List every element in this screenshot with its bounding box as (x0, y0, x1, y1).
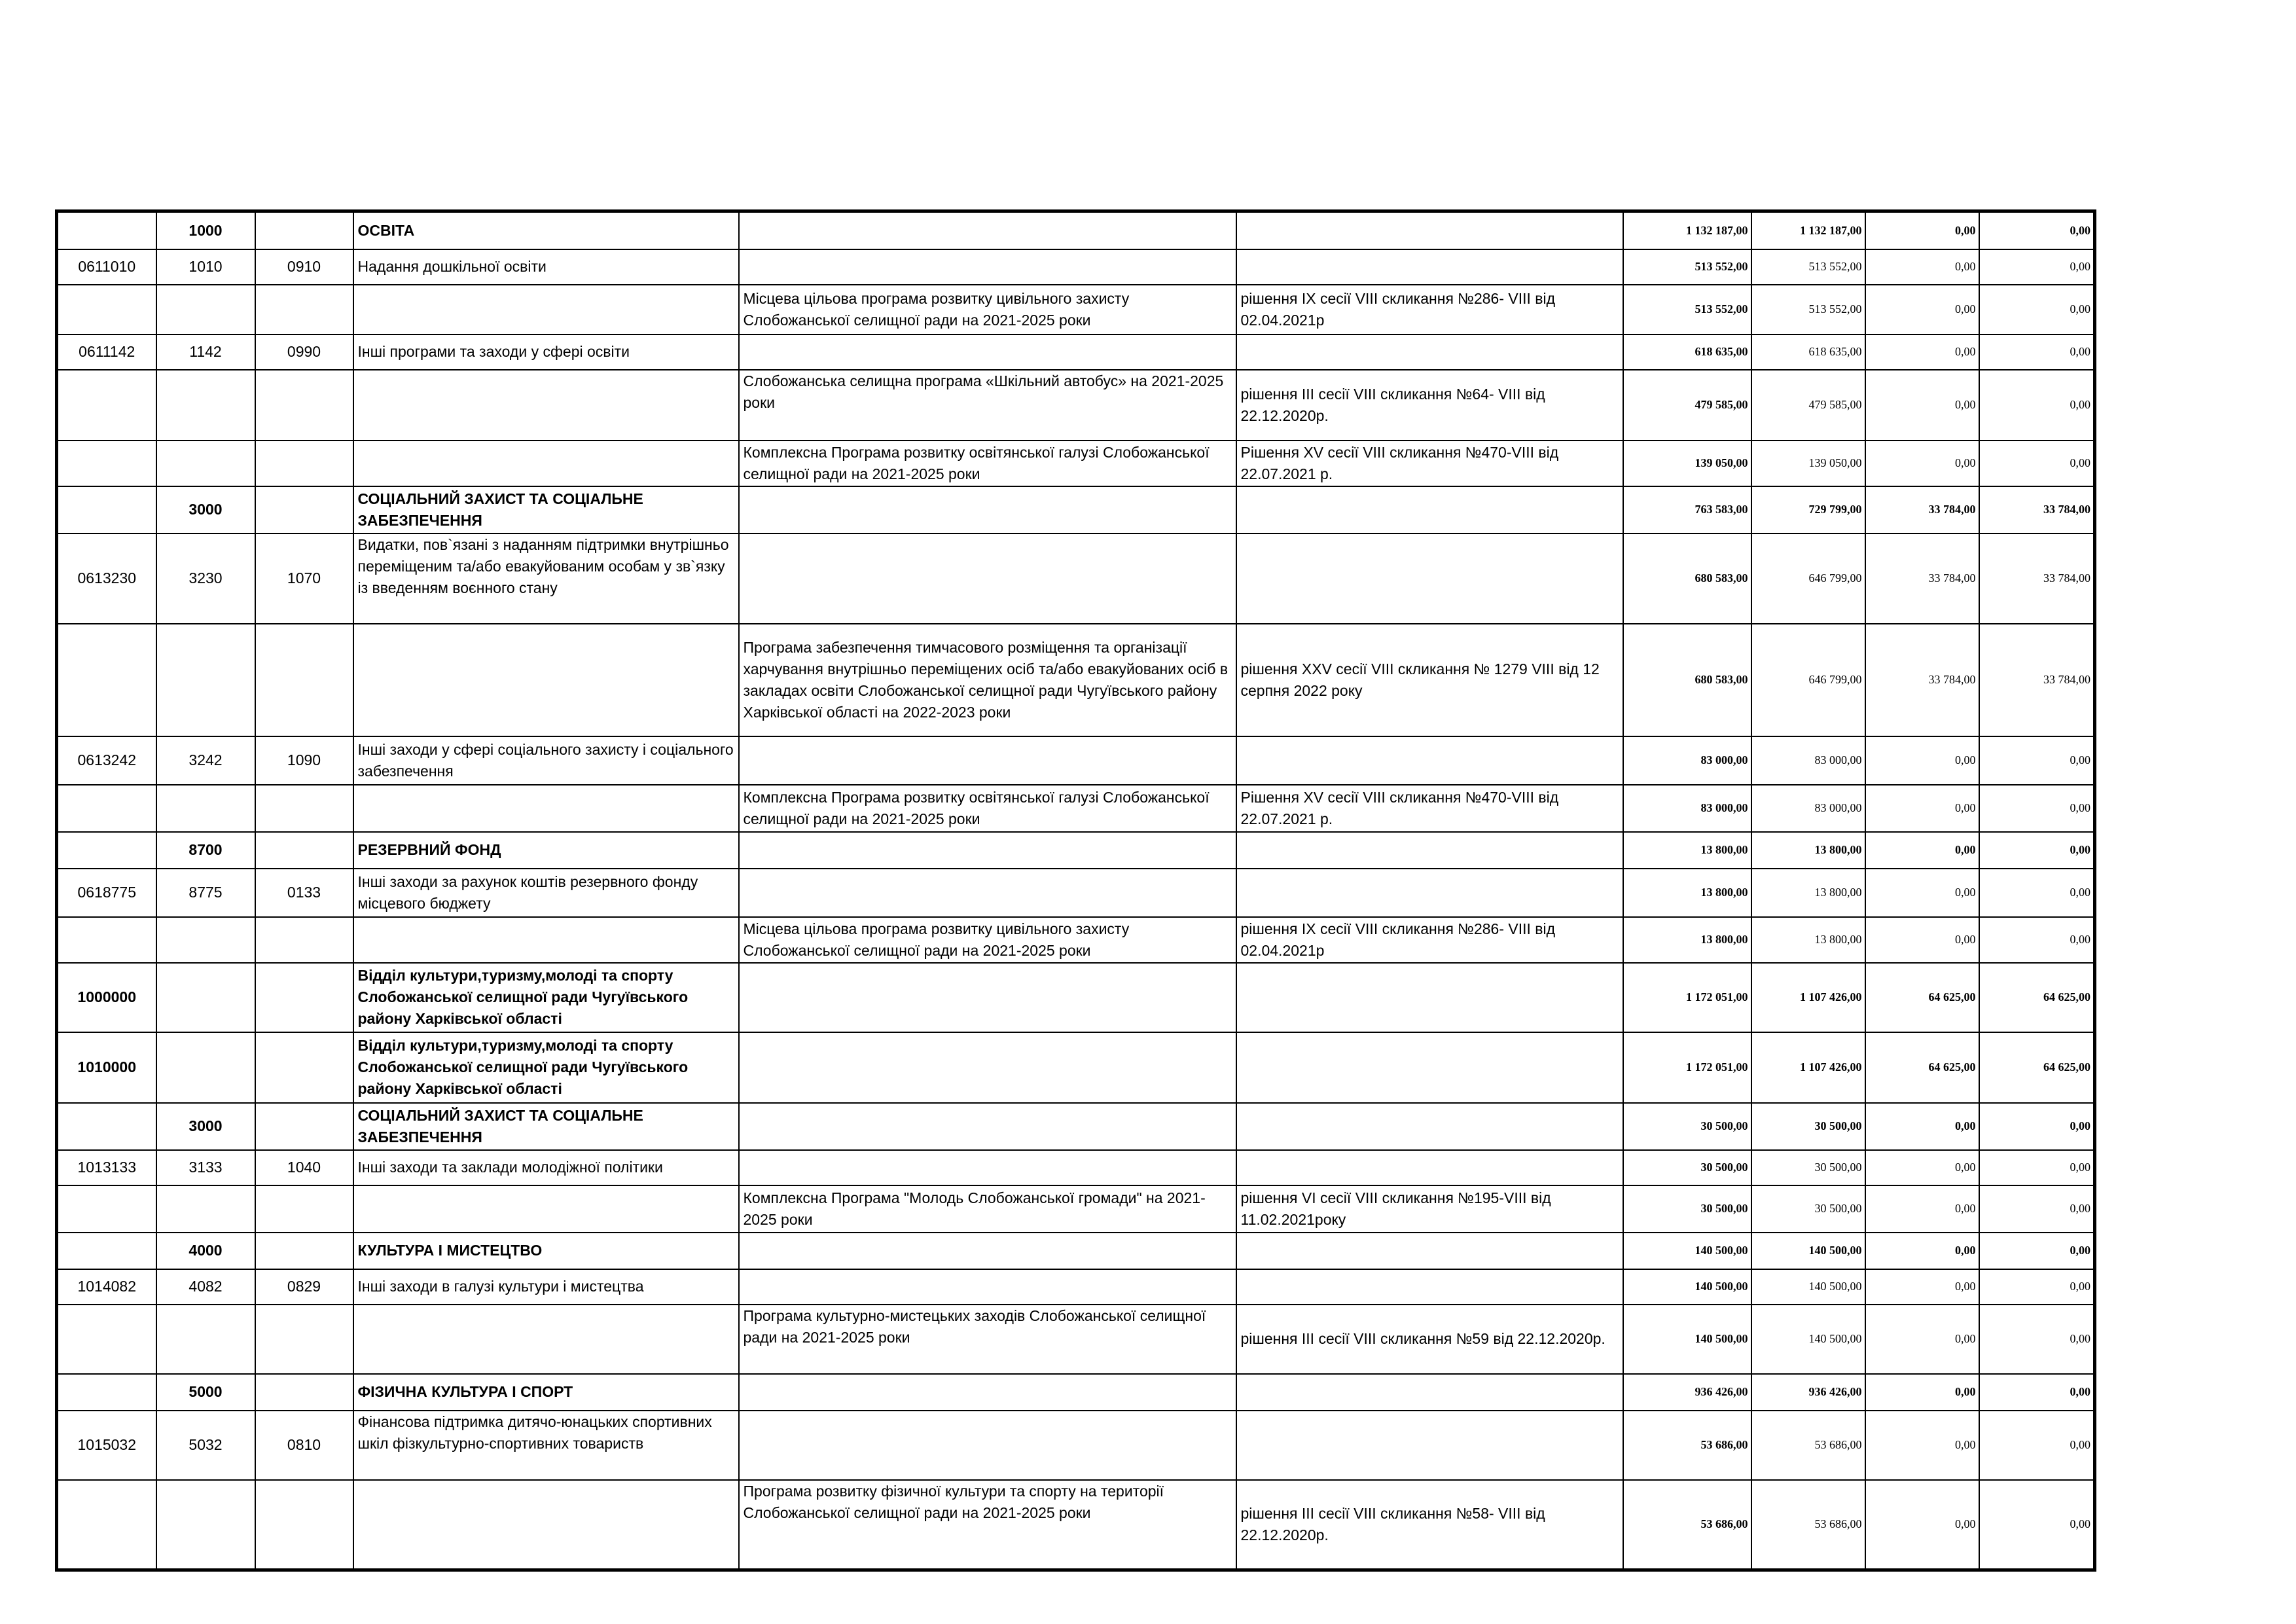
local-program-cell (739, 334, 1236, 370)
local-program-cell: Місцева цільова програма розвитку цивільного захисту Слобожанської селищної ради на 2021-2025 роки (739, 285, 1236, 334)
special-fund-cell: 64 625,00 (1865, 963, 1979, 1032)
function-code-cell (255, 785, 353, 832)
general-fund-cell: 139 050,00 (1751, 441, 1865, 486)
special-fund-cell: 0,00 (1865, 1411, 1979, 1480)
local-program-cell: Комплексна Програма розвитку освітянської галузі Слобожанської селищної ради на 2021-2025 роки (739, 785, 1236, 832)
program-name-cell: РЕЗЕРВНИЙ ФОНД (353, 832, 739, 869)
special-fund-cell: 0,00 (1865, 249, 1979, 285)
kfk-code-cell (156, 1480, 255, 1570)
decision-cell (1236, 486, 1623, 533)
table-row (57, 249, 2095, 285)
total-amount-cell: 83 000,00 (1623, 736, 1751, 785)
total-amount-cell: 763 583,00 (1623, 486, 1751, 533)
local-program-cell: Комплексна Програма "Молодь Слобожанської громади" на 2021-2025 роки (739, 1185, 1236, 1233)
decision-cell (1236, 334, 1623, 370)
program-code-cell (57, 370, 156, 441)
general-fund-cell: 1 107 426,00 (1751, 963, 1865, 1032)
general-fund-cell: 83 000,00 (1751, 736, 1865, 785)
function-code-cell: 0133 (255, 869, 353, 917)
kfk-code-cell: 3133 (156, 1150, 255, 1185)
program-name-cell: КУЛЬТУРА І МИСТЕЦТВО (353, 1233, 739, 1269)
general-fund-cell: 13 800,00 (1751, 832, 1865, 869)
development-budget-cell: 33 784,00 (1979, 486, 2095, 533)
decision-cell (1236, 1032, 1623, 1103)
kfk-code-cell (156, 1305, 255, 1374)
program-code-cell: 0613230 (57, 533, 156, 624)
general-fund-cell: 936 426,00 (1751, 1374, 1865, 1411)
program-name-cell: Відділ культури,туризму,молоді та спорту Слобожанської селищної ради Чугуївського району Харківської області (353, 963, 739, 1032)
special-fund-cell: 0,00 (1865, 285, 1979, 334)
general-fund-cell: 1 107 426,00 (1751, 1032, 1865, 1103)
total-amount-cell: 936 426,00 (1623, 1374, 1751, 1411)
program-code-cell (57, 285, 156, 334)
development-budget-cell: 0,00 (1979, 1480, 2095, 1570)
development-budget-cell: 0,00 (1979, 1374, 2095, 1411)
kfk-code-cell: 8700 (156, 832, 255, 869)
decision-cell (1236, 1103, 1623, 1150)
table-row (57, 1150, 2095, 1185)
program-code-cell: 0611010 (57, 249, 156, 285)
development-budget-cell: 0,00 (1979, 917, 2095, 963)
special-fund-cell: 0,00 (1865, 1185, 1979, 1233)
total-amount-cell: 1 172 051,00 (1623, 963, 1751, 1032)
total-amount-cell: 139 050,00 (1623, 441, 1751, 486)
program-name-cell: Інші програми та заходи у сфері освіти (353, 334, 739, 370)
total-amount-cell: 1 132 187,00 (1623, 211, 1751, 249)
table-row (57, 334, 2095, 370)
program-code-cell (57, 1103, 156, 1150)
kfk-code-cell (156, 963, 255, 1032)
program-name-cell (353, 1480, 739, 1570)
special-fund-cell: 33 784,00 (1865, 533, 1979, 624)
table-row (57, 1032, 2095, 1103)
total-amount-cell: 513 552,00 (1623, 285, 1751, 334)
decision-cell (1236, 736, 1623, 785)
local-program-cell: Програма розвитку фізичної культури та спорту на території Слобожанської селищної ради на 2021-2025 роки (739, 1480, 1236, 1570)
special-fund-cell: 0,00 (1865, 785, 1979, 832)
kfk-code-cell: 5032 (156, 1411, 255, 1480)
local-program-cell (739, 1374, 1236, 1411)
function-code-cell: 1070 (255, 533, 353, 624)
decision-cell: рішення III сесії VIII скликання №59 від 22.12.2020р. (1236, 1305, 1623, 1374)
decision-cell (1236, 211, 1623, 249)
program-name-cell (353, 370, 739, 441)
function-code-cell: 0829 (255, 1269, 353, 1305)
program-name-cell: Інші заходи у сфері соціального захисту і соціального забезпечення (353, 736, 739, 785)
kfk-code-cell (156, 785, 255, 832)
development-budget-cell: 64 625,00 (1979, 1032, 2095, 1103)
function-code-cell (255, 917, 353, 963)
kfk-code-cell: 3000 (156, 486, 255, 533)
function-code-cell (255, 963, 353, 1032)
program-name-cell: ФІЗИЧНА КУЛЬТУРА І СПОРТ (353, 1374, 739, 1411)
decision-cell: рішення III сесії VIII скликання №58- VIII від 22.12.2020р. (1236, 1480, 1623, 1570)
special-fund-cell: 33 784,00 (1865, 624, 1979, 736)
development-budget-cell: 0,00 (1979, 785, 2095, 832)
development-budget-cell: 33 784,00 (1979, 624, 2095, 736)
program-name-cell: СОЦІАЛЬНИЙ ЗАХИСТ ТА СОЦІАЛЬНЕ ЗАБЕЗПЕЧЕННЯ (353, 486, 739, 533)
program-code-cell (57, 785, 156, 832)
program-code-cell (57, 624, 156, 736)
development-budget-cell: 0,00 (1979, 1150, 2095, 1185)
decision-cell: рішення IX сесії VIII скликання №286- VIII від 02.04.2021р (1236, 285, 1623, 334)
special-fund-cell: 0,00 (1865, 736, 1979, 785)
table-row (57, 1305, 2095, 1374)
decision-cell: Рішення XV сесії VIII скликання №470-VIII від 22.07.2021 р. (1236, 441, 1623, 486)
total-amount-cell: 1 172 051,00 (1623, 1032, 1751, 1103)
kfk-code-cell: 3230 (156, 533, 255, 624)
decision-cell (1236, 1269, 1623, 1305)
program-name-cell: Інші заходи в галузі культури і мистецтва (353, 1269, 739, 1305)
total-amount-cell: 140 500,00 (1623, 1305, 1751, 1374)
special-fund-cell: 0,00 (1865, 441, 1979, 486)
kfk-code-cell: 4000 (156, 1233, 255, 1269)
kfk-code-cell: 5000 (156, 1374, 255, 1411)
kfk-code-cell: 3000 (156, 1103, 255, 1150)
local-program-cell (739, 869, 1236, 917)
table-row (57, 917, 2095, 963)
table-row (57, 1185, 2095, 1233)
function-code-cell (255, 1032, 353, 1103)
local-program-cell (739, 963, 1236, 1032)
kfk-code-cell (156, 441, 255, 486)
local-program-cell: Програма забезпечення тимчасового розміщення та організації харчування внутрішньо переміщених осіб та/або евакуйованих осіб в закладах освіти Слобожанської селищної ради Чугуївського району Харківської області на 2022-2023 роки (739, 624, 1236, 736)
function-code-cell (255, 370, 353, 441)
local-program-cell (739, 249, 1236, 285)
local-program-cell (739, 832, 1236, 869)
program-name-cell (353, 917, 739, 963)
program-code-cell: 1013133 (57, 1150, 156, 1185)
special-fund-cell: 0,00 (1865, 370, 1979, 441)
function-code-cell (255, 624, 353, 736)
general-fund-cell: 729 799,00 (1751, 486, 1865, 533)
program-name-cell: Інші заходи та заклади молодіжної політики (353, 1150, 739, 1185)
table-row (57, 736, 2095, 785)
development-budget-cell: 0,00 (1979, 1269, 2095, 1305)
special-fund-cell: 0,00 (1865, 1374, 1979, 1411)
table-row (57, 832, 2095, 869)
general-fund-cell: 30 500,00 (1751, 1150, 1865, 1185)
function-code-cell (255, 1374, 353, 1411)
kfk-code-cell (156, 917, 255, 963)
decision-cell (1236, 1233, 1623, 1269)
function-code-cell: 1090 (255, 736, 353, 785)
local-program-cell (739, 1411, 1236, 1480)
development-budget-cell: 64 625,00 (1979, 963, 2095, 1032)
general-fund-cell: 53 686,00 (1751, 1480, 1865, 1570)
general-fund-cell: 30 500,00 (1751, 1185, 1865, 1233)
general-fund-cell: 140 500,00 (1751, 1233, 1865, 1269)
general-fund-cell: 646 799,00 (1751, 624, 1865, 736)
total-amount-cell: 479 585,00 (1623, 370, 1751, 441)
total-amount-cell: 83 000,00 (1623, 785, 1751, 832)
budget-program-table (55, 209, 2096, 1572)
total-amount-cell: 30 500,00 (1623, 1185, 1751, 1233)
total-amount-cell: 680 583,00 (1623, 533, 1751, 624)
special-fund-cell: 0,00 (1865, 1305, 1979, 1374)
program-code-cell: 0613242 (57, 736, 156, 785)
table-row (57, 486, 2095, 533)
development-budget-cell: 0,00 (1979, 370, 2095, 441)
table-row (57, 1374, 2095, 1411)
general-fund-cell: 1 132 187,00 (1751, 211, 1865, 249)
total-amount-cell: 13 800,00 (1623, 832, 1751, 869)
program-code-cell: 1015032 (57, 1411, 156, 1480)
special-fund-cell: 0,00 (1865, 869, 1979, 917)
local-program-cell (739, 1233, 1236, 1269)
program-name-cell: Видатки, пов`язані з наданням підтримки внутрішньо переміщеним та/або евакуйованим особам у зв`язку із введенням воєнного стану (353, 533, 739, 624)
program-name-cell: Інші заходи за рахунок коштів резервного фонду місцевого бюджету (353, 869, 739, 917)
decision-cell: рішення III сесії VIII скликання №64- VIII від 22.12.2020р. (1236, 370, 1623, 441)
program-name-cell (353, 785, 739, 832)
table-row (57, 785, 2095, 832)
function-code-cell (255, 441, 353, 486)
program-code-cell (57, 486, 156, 533)
total-amount-cell: 30 500,00 (1623, 1150, 1751, 1185)
general-fund-cell: 13 800,00 (1751, 917, 1865, 963)
general-fund-cell: 513 552,00 (1751, 249, 1865, 285)
general-fund-cell: 83 000,00 (1751, 785, 1865, 832)
total-amount-cell: 513 552,00 (1623, 249, 1751, 285)
general-fund-cell: 618 635,00 (1751, 334, 1865, 370)
local-program-cell: Програма культурно-мистецьких заходів Слобожанської селищної ради на 2021-2025 роки (739, 1305, 1236, 1374)
program-name-cell: Надання дошкільної освіти (353, 249, 739, 285)
total-amount-cell: 140 500,00 (1623, 1269, 1751, 1305)
total-amount-cell: 618 635,00 (1623, 334, 1751, 370)
kfk-code-cell (156, 1185, 255, 1233)
special-fund-cell: 0,00 (1865, 832, 1979, 869)
kfk-code-cell: 8775 (156, 869, 255, 917)
table-row (57, 441, 2095, 486)
general-fund-cell: 479 585,00 (1751, 370, 1865, 441)
decision-cell (1236, 1150, 1623, 1185)
table-row (57, 624, 2095, 736)
program-code-cell (57, 1305, 156, 1374)
kfk-code-cell: 4082 (156, 1269, 255, 1305)
decision-cell (1236, 869, 1623, 917)
table-row (57, 1103, 2095, 1150)
development-budget-cell: 0,00 (1979, 832, 2095, 869)
decision-cell: рішення IX сесії VIII скликання №286- VIII від 02.04.2021р (1236, 917, 1623, 963)
program-code-cell (57, 1233, 156, 1269)
development-budget-cell: 0,00 (1979, 736, 2095, 785)
special-fund-cell: 0,00 (1865, 1233, 1979, 1269)
table-row (57, 370, 2095, 441)
total-amount-cell: 680 583,00 (1623, 624, 1751, 736)
function-code-cell: 0990 (255, 334, 353, 370)
special-fund-cell: 33 784,00 (1865, 486, 1979, 533)
function-code-cell (255, 832, 353, 869)
local-program-cell (739, 1150, 1236, 1185)
special-fund-cell: 0,00 (1865, 1269, 1979, 1305)
table-row (57, 533, 2095, 624)
decision-cell (1236, 832, 1623, 869)
program-code-cell (57, 917, 156, 963)
function-code-cell: 1040 (255, 1150, 353, 1185)
total-amount-cell: 30 500,00 (1623, 1103, 1751, 1150)
special-fund-cell: 0,00 (1865, 1480, 1979, 1570)
function-code-cell (255, 1103, 353, 1150)
program-code-cell: 0611142 (57, 334, 156, 370)
development-budget-cell: 0,00 (1979, 285, 2095, 334)
program-code-cell (57, 832, 156, 869)
table-row (57, 1411, 2095, 1480)
program-name-cell (353, 624, 739, 736)
special-fund-cell: 0,00 (1865, 334, 1979, 370)
total-amount-cell: 140 500,00 (1623, 1233, 1751, 1269)
program-name-cell: СОЦІАЛЬНИЙ ЗАХИСТ ТА СОЦІАЛЬНЕ ЗАБЕЗПЕЧЕННЯ (353, 1103, 739, 1150)
program-name-cell (353, 1305, 739, 1374)
local-program-cell (739, 486, 1236, 533)
special-fund-cell: 0,00 (1865, 1150, 1979, 1185)
development-budget-cell: 0,00 (1979, 249, 2095, 285)
kfk-code-cell: 1142 (156, 334, 255, 370)
kfk-code-cell (156, 624, 255, 736)
program-code-cell: 1000000 (57, 963, 156, 1032)
program-name-cell (353, 285, 739, 334)
program-code-cell: 0618775 (57, 869, 156, 917)
function-code-cell: 0810 (255, 1411, 353, 1480)
function-code-cell (255, 1233, 353, 1269)
local-program-cell (739, 736, 1236, 785)
general-fund-cell: 646 799,00 (1751, 533, 1865, 624)
decision-cell: рішення VI сесії VIII скликання №195-VIII від 11.02.2021року (1236, 1185, 1623, 1233)
development-budget-cell: 0,00 (1979, 1233, 2095, 1269)
kfk-code-cell: 1000 (156, 211, 255, 249)
function-code-cell: 0910 (255, 249, 353, 285)
decision-cell (1236, 963, 1623, 1032)
function-code-cell (255, 1305, 353, 1374)
table-row (57, 285, 2095, 334)
decision-cell (1236, 533, 1623, 624)
kfk-code-cell: 3242 (156, 736, 255, 785)
development-budget-cell: 33 784,00 (1979, 533, 2095, 624)
local-program-cell (739, 1032, 1236, 1103)
local-program-cell (739, 533, 1236, 624)
total-amount-cell: 53 686,00 (1623, 1411, 1751, 1480)
special-fund-cell: 0,00 (1865, 211, 1979, 249)
total-amount-cell: 13 800,00 (1623, 869, 1751, 917)
total-amount-cell: 53 686,00 (1623, 1480, 1751, 1570)
kfk-code-cell: 1010 (156, 249, 255, 285)
table-row (57, 211, 2095, 249)
program-code-cell (57, 211, 156, 249)
table-row (57, 963, 2095, 1032)
decision-cell (1236, 1374, 1623, 1411)
local-program-cell (739, 1269, 1236, 1305)
general-fund-cell: 13 800,00 (1751, 869, 1865, 917)
table-body (57, 211, 2095, 1570)
function-code-cell (255, 211, 353, 249)
development-budget-cell: 0,00 (1979, 869, 2095, 917)
program-code-cell (57, 1374, 156, 1411)
general-fund-cell: 513 552,00 (1751, 285, 1865, 334)
development-budget-cell: 0,00 (1979, 334, 2095, 370)
local-program-cell: Слобожанська селищна програма «Шкільний автобус» на 2021-2025 роки (739, 370, 1236, 441)
function-code-cell (255, 1185, 353, 1233)
local-program-cell (739, 1103, 1236, 1150)
development-budget-cell: 0,00 (1979, 1305, 2095, 1374)
general-fund-cell: 140 500,00 (1751, 1269, 1865, 1305)
table-row (57, 1233, 2095, 1269)
local-program-cell (739, 211, 1236, 249)
development-budget-cell: 0,00 (1979, 441, 2095, 486)
program-code-cell (57, 441, 156, 486)
program-name-cell (353, 1185, 739, 1233)
program-code-cell (57, 1480, 156, 1570)
general-fund-cell: 30 500,00 (1751, 1103, 1865, 1150)
development-budget-cell: 0,00 (1979, 211, 2095, 249)
kfk-code-cell (156, 370, 255, 441)
total-amount-cell: 13 800,00 (1623, 917, 1751, 963)
program-code-cell: 1014082 (57, 1269, 156, 1305)
decision-cell (1236, 249, 1623, 285)
decision-cell (1236, 1411, 1623, 1480)
development-budget-cell: 0,00 (1979, 1411, 2095, 1480)
function-code-cell (255, 285, 353, 334)
program-code-cell: 1010000 (57, 1032, 156, 1103)
special-fund-cell: 0,00 (1865, 917, 1979, 963)
development-budget-cell: 0,00 (1979, 1185, 2095, 1233)
special-fund-cell: 64 625,00 (1865, 1032, 1979, 1103)
local-program-cell: Місцева цільова програма розвитку цивільного захисту Слобожанської селищної ради на 2021-2025 роки (739, 917, 1236, 963)
general-fund-cell: 53 686,00 (1751, 1411, 1865, 1480)
kfk-code-cell (156, 1032, 255, 1103)
table-row (57, 869, 2095, 917)
function-code-cell (255, 486, 353, 533)
table-row (57, 1480, 2095, 1570)
table-row (57, 1269, 2095, 1305)
program-code-cell (57, 1185, 156, 1233)
program-name-cell: ОСВІТА (353, 211, 739, 249)
decision-cell: рішення XXV сесії VIII скликання № 1279 VIII від 12 серпня 2022 року (1236, 624, 1623, 736)
local-program-cell: Комплексна Програма розвитку освітянської галузі Слобожанської селищної ради на 2021-2025 роки (739, 441, 1236, 486)
special-fund-cell: 0,00 (1865, 1103, 1979, 1150)
general-fund-cell: 140 500,00 (1751, 1305, 1865, 1374)
program-name-cell: Фінансова підтримка дитячо-юнацьких спортивних шкіл фізкультурно-спортивних товариств (353, 1411, 739, 1480)
decision-cell: Рішення XV сесії VIII скликання №470-VIII від 22.07.2021 р. (1236, 785, 1623, 832)
kfk-code-cell (156, 285, 255, 334)
program-name-cell: Відділ культури,туризму,молоді та спорту Слобожанської селищної ради Чугуївського району Харківської області (353, 1032, 739, 1103)
program-name-cell (353, 441, 739, 486)
development-budget-cell: 0,00 (1979, 1103, 2095, 1150)
function-code-cell (255, 1480, 353, 1570)
